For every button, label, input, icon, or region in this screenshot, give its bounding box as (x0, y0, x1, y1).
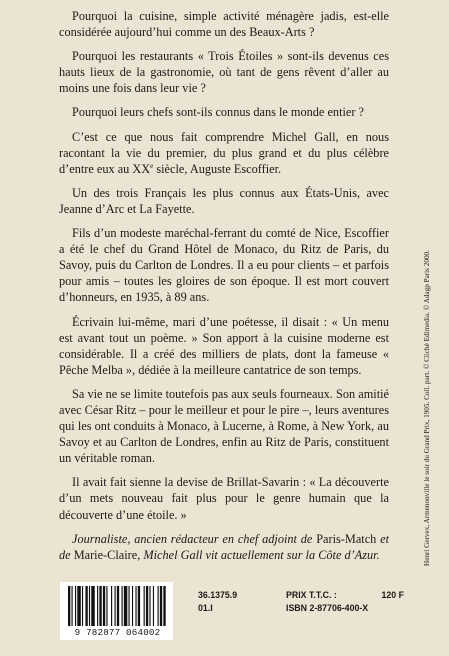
barcode-bar (68, 586, 70, 626)
century-superscript: e (150, 161, 154, 170)
barcode-bar (77, 586, 80, 626)
barcode-bar (103, 586, 105, 626)
barcode-bar (111, 586, 112, 626)
barcode-bar (82, 586, 83, 626)
price-info (286, 589, 404, 615)
barcode-bar (99, 586, 101, 626)
paragraph-restaurants-question: Pourquoi les restaurants « Trois Étoiles » sont-ils devenus ces hauts lieux de la gastronomie, où tant de gens rêvent d’aller au moins une fois dans leur vie ? (59, 49, 389, 96)
paragraph-brillat-savarin: Il avait fait sienne la devise de Brillat-Savarin : « La découverte d’un mets nouveau fait plus pour le genre humain que la découverte d’une étoile. » (59, 475, 389, 522)
barcode-bar (158, 586, 159, 626)
author-bio-part1: Journaliste, ancien rédacteur en chef adjoint de (72, 531, 317, 546)
paragraph-ritz-friendship: Sa vie ne se limite toutefois pas aux seuls fourneaux. Son amitié avec César Ritz – pour le meilleur et pour le pire –, leurs aventures qui les ont conduits à Monaco, à Lucerne, à Rome, à New York, au Savoy et au Carlton de Londres, enfin au Ritz de Paris, constituent un véritable roman. (59, 386, 389, 466)
barcode-bar (97, 586, 98, 626)
paragraph-escoffier-intro (59, 129, 389, 177)
barcode-bar (135, 586, 136, 626)
image-credit-column (420, 146, 434, 566)
barcode-number: 9 782877 064002 (74, 627, 161, 638)
reference-code: 36.1375.9 (198, 590, 238, 600)
price-label: PRIX T.T.C. : (286, 590, 337, 600)
barcode-bar (115, 586, 116, 626)
barcode-bar (163, 586, 165, 626)
barcode-bar (71, 586, 72, 626)
author-bio-part3: , Michel Gall vit actuellement sur la Côte d’Azur. (137, 547, 380, 562)
barcode-bar (89, 586, 90, 626)
barcode-bar (146, 586, 148, 626)
paragraph-menu-poem: Écrivain lui-même, mari d’une poétesse, il disait : « Un menu est avant tout un poème. » Son apport à la cuisine moderne est considérable. Il a créé des milliers de plats, dont la fameuse « Pêche Melba », dédiée à la meilleure cantatrice de son temps. (59, 314, 389, 377)
paragraph-biography: Fils d’un modeste maréchal-ferrant du comté de Nice, Escoffier a été le chef du Grand Hôtel de Monaco, du Ritz de Paris, du Savoy, puis du Carlton de Londres. Il a eu pour clients – et parfois pour amis – toutes les gloires de son époque. Il est mort couvert d’honneurs, en 1935, à 89 ans. (59, 226, 389, 305)
paragraph-chefs-question: Pourquoi leurs chefs sont-ils connus dans le monde entier ? (72, 105, 364, 120)
barcode-bar (75, 586, 76, 626)
barcode-bar (91, 586, 94, 626)
print-code: 01.I (198, 603, 213, 613)
paragraph-famous-french: Un des trois Français les plus connus aux États-Unis, avec Jeanne d’Arc et La Fayette. (59, 185, 389, 216)
barcode-bar (124, 586, 127, 626)
author-bio-part2: et de (59, 531, 389, 562)
image-credit: Henri Gervex, Armenonville le soir du Grand Prix, 1905. Coll. part. © Cliché Edimedia. © Adagp Paris 2000. (423, 250, 431, 566)
barcode-bar (138, 586, 140, 626)
barcode-bar (160, 586, 162, 626)
barcode-bar (121, 586, 122, 626)
barcode (60, 582, 173, 640)
barcode-bar (85, 586, 87, 626)
barcode-bars (68, 586, 168, 626)
price-value: 120 F (381, 590, 404, 600)
price-row (286, 589, 404, 602)
barcode-bar (117, 586, 119, 626)
reference-codes (198, 589, 237, 615)
magazine-paris-match: Paris-Match (316, 531, 377, 546)
back-cover-text (59, 8, 389, 571)
barcode-bar (149, 586, 150, 626)
century-text-before: C’est ce que nous fait comprendre Michel Gall, en nous racontant la vie du premier, du plus grand et du plus célèbre d’entre eux au XX (59, 129, 389, 176)
barcode-bar (106, 586, 107, 626)
barcode-bar (153, 586, 154, 626)
century-text-after: siècle, Auguste Escoffier. (153, 161, 282, 176)
magazine-marie-claire: Marie-Claire (73, 547, 138, 562)
barcode-bar (128, 586, 129, 626)
author-bio (59, 531, 389, 563)
barcode-bar (132, 586, 133, 626)
isbn: ISBN 2-87706-400-X (286, 603, 369, 613)
barcode-bar (144, 586, 145, 626)
paragraph-cuisine-question: Pourquoi la cuisine, simple activité ménagère jadis, est-elle considérée aujourd’hui comme un des Beaux-Arts ? (59, 9, 389, 40)
